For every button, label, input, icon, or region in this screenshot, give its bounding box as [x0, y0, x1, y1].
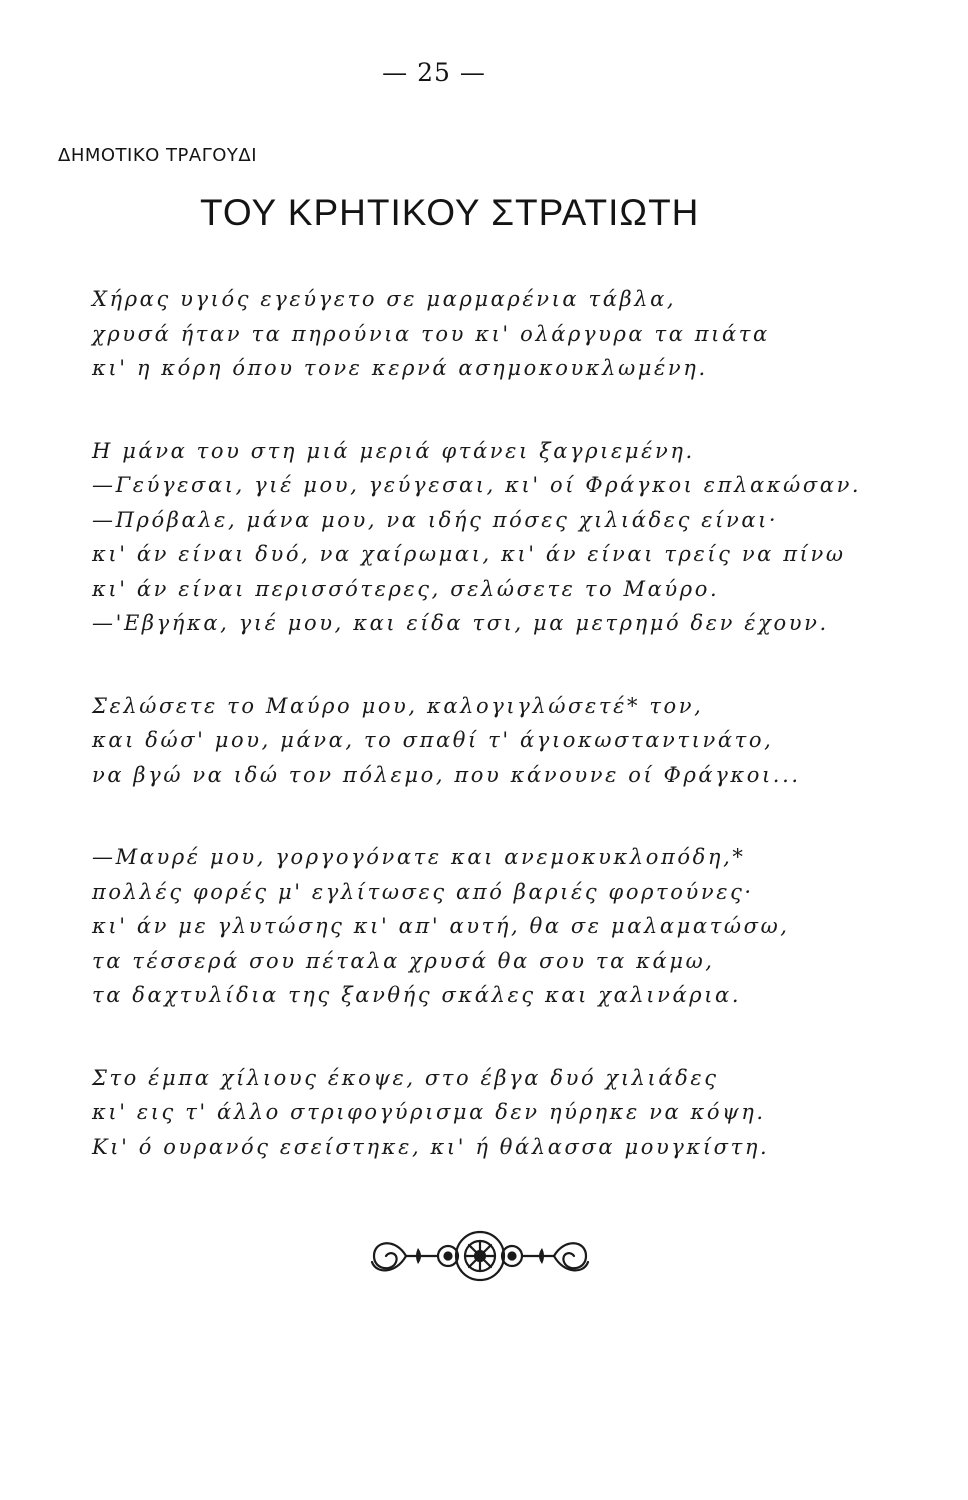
verse-line: —Μαυρέ μου, γοργογόνατε και ανεμοκυκλοπόδη,*	[92, 845, 746, 869]
poem-body	[92, 282, 862, 1212]
verse-line: κι' άν με γλυτώσης κι' απ' αυτή, θα σε μαλαματώσω,	[92, 914, 790, 938]
stanza-3	[92, 689, 852, 793]
verse-line: χρυσά ήταν τα πηρούνια του κι' ολάργυρα τα πιάτα	[92, 321, 770, 346]
verse-line: —'Εβγήκα, γιέ μου, και είδα τσι, μα μετρημό δεν έχουν.	[92, 611, 829, 635]
verse-line: και δώσ' μου, μάνα, το σπαθί τ' άγιοκωσταντινάτο,	[92, 728, 774, 752]
verse-line: κι' η κόρη όπου τονε κερνά ασημοκουκλωμένη.	[92, 356, 708, 380]
verse-line: Η μάνα του στη μιά μεριά φτάνει ξαγριεμένη.	[92, 438, 695, 463]
verse-line: τα δαχτυλίδια της ξανθής σκάλες και χαλινάρια.	[92, 983, 742, 1007]
verse-line: κι' άν είναι περισσότερες, σελώσετε το Μαύρο.	[92, 576, 720, 601]
poem-title: ΤΟΥ ΚΡΗΤΙΚΟΥ ΣΤΡΑΤΙΩΤΗ	[200, 192, 700, 233]
verse-line: Κι' ό ουρανός εσείστηκε, κι' ή θάλασσα μουγκίστη.	[92, 1134, 770, 1159]
verse-line: πολλές φορές μ' εγλίτωσες από βαριές φορτούνες·	[92, 879, 754, 904]
section-kicker: ΔΗΜΟΤΙΚΟ ΤΡΑΓΟΥΔΙ	[58, 145, 258, 166]
verse-line: να βγώ να ιδώ τον πόλεμο, που κάνουνε οί Φράγκοι...	[92, 762, 801, 787]
verse-line: κι' άν είναι δυό, να χαίρωμαι, κι' άν είναι τρείς να πίνω	[92, 542, 846, 566]
rosette-ornament-icon	[368, 1228, 592, 1284]
verse-line: Σελώσετε το Μαύρο μου, καλογιγλώσετέ* τον,	[92, 693, 704, 718]
stanza-2	[92, 434, 862, 641]
stanza-4	[92, 840, 852, 1013]
stanza-1	[92, 282, 852, 386]
page-number: — 25 —	[382, 58, 486, 87]
verse-line: Χήρας υγιός εγεύγετο σε μαρμαρένια τάβλα,	[92, 287, 677, 311]
verse-line: Στο έμπα χίλιους έκοψε, στο έβγα δυό χιλιάδες	[92, 1065, 719, 1090]
verse-line: τα τέσσερά σου πέταλα χρυσά θα σου τα κάμω,	[92, 948, 715, 973]
verse-line: κι' εις τ' άλλο στριφογύρισμα δεν ηύρηκε να κόψη.	[92, 1100, 766, 1124]
stanza-5	[92, 1061, 852, 1165]
verse-line: —Πρόβαλε, μάνα μου, να ιδής πόσες χιλιάδες είναι·	[92, 507, 779, 532]
verse-line: —Γεύγεσαι, γιέ μου, γεύγεσαι, κι' οί Φράγκοι επλακώσαν.	[92, 473, 862, 497]
